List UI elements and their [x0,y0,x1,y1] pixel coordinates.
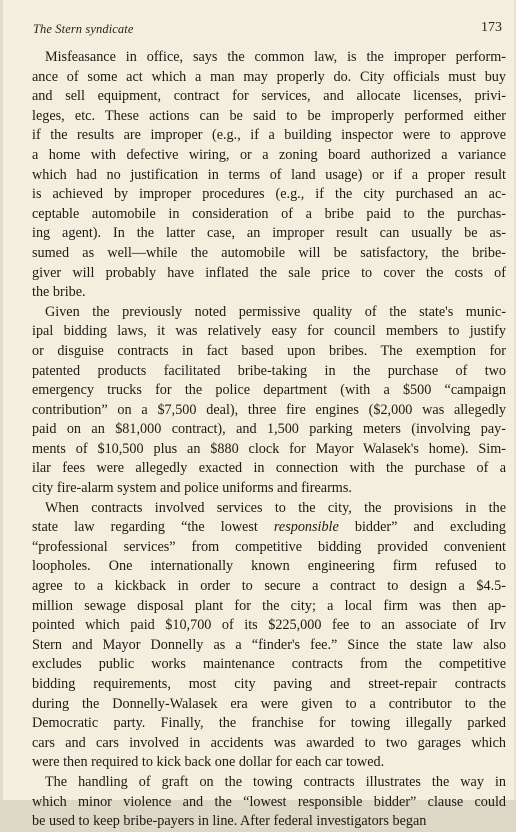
text-line: “professional services” from competitive bidding provided convenient [32,538,506,555]
page-number: 173 [481,20,502,35]
text-line: million sewage disposal plant for the city; a local firm was then ap- [32,597,506,614]
text-line: bidding requirements, most city paving and street-repair contracts [32,676,506,692]
text-line: Stern and Mayor Donnelly as a “finder's fee.” Since the state law also [32,636,506,653]
text-line: leges, etc. These actions can be said to be improperly performed either [32,107,506,124]
italic-word: responsible [273,519,339,536]
text-line: or disguise contracts in fact based upon bribes. The exemption for [32,342,506,359]
text-line: Given the previously noted permissive quality of the state's munic- [45,303,506,320]
text-line: a home with defective wiring, or a zoning board authorized a variance [32,146,506,163]
text-line: ance of some act which a man may properly do. City officials must buy [32,68,506,85]
running-head [33,18,502,42]
text-line: excludes public works maintenance contracts from the competitive [32,656,506,673]
text-line: contribution” on a $7,500 deal), three fire engines ($2,000 was allegedly [32,401,506,418]
text-line: the bribe. [32,284,86,301]
paragraph-3 [32,499,506,773]
paragraph-1 [32,48,506,303]
text-line: paid on an $81,000 contract), and 1,500 parking meters (involving pay- [32,421,506,438]
text-line: loopholes. One internationally known engineering firm refused to [32,558,506,575]
paragraph-2 [32,303,506,499]
text-line: ceptable automobile in consideration of a bribe paid to the purchas- [32,205,506,222]
text-line: ing agent). In the latter case, an improper result can usually be as- [32,225,506,242]
text-line: patented products facilitated bribe-taking in the purchase of two [32,362,506,379]
text-line: The handling of graft on the towing contracts illustrates the way in [45,773,506,790]
text-line: agree to a kickback in order to secure a contract to design a $4.5- [32,578,506,595]
text-line: and sell equipment, contract for services, and allocate licenses, privi- [32,88,506,105]
text-line: which had no justification in terms of land usage) or if a proper result [32,166,506,183]
text-line: if the results are improper (e.g., if a building inspector were to approve [32,127,506,144]
text-line: Misfeasance in office, says the common law, is the improper perform- [45,49,506,65]
text-line: ments of $10,500 plus an $880 clock for Mayor Walasek's home). Sim- [32,440,506,457]
text-line: emergency trucks for the police department (with a $500 “campaign [32,382,506,399]
text-line: When contracts involved services to the city, the provisions in the [45,499,506,516]
text-line: pointed which paid $10,700 of its $225,000 fee to an associate of Irv [32,617,506,634]
text-line: state law regarding “the lowest responsible bidder” and excluding [32,519,506,536]
paragraph-4 [32,773,506,832]
text-line: ilar fees were allegedly exacted in connection with the purchase of a [32,460,506,477]
body-text [32,48,506,832]
text-line: sumed as well—while the automobile will be satisfactory, the bribe- [32,244,506,261]
text-line: city fire-alarm system and police uniforms and firearms. [32,480,352,497]
text-line: Democratic party. Finally, the franchise for towing illegally parked [32,715,506,732]
text-line: cars and cars involved in accidents was awarded to two garages which [32,734,506,751]
text-line: ipal bidding laws, it was relatively easy for council members to justify [32,323,506,340]
text-line: were then required to kick back one dollar for each car towed. [32,754,385,771]
running-title: The Stern syndicate [33,22,134,36]
text-line: giver will probably have inflated the sale price to cover the costs of [32,264,506,281]
text-line: be used to keep bribe-payers in line. After federal investigators began [32,813,427,830]
text-line: which minor violence and the “lowest responsible bidder” clause could [32,793,506,810]
text-line: during the Donnelly-Walasek era were given to a contributor to the [32,695,506,712]
text-line: is achieved by improper procedures (e.g., if the city purchased an ac- [32,186,506,203]
